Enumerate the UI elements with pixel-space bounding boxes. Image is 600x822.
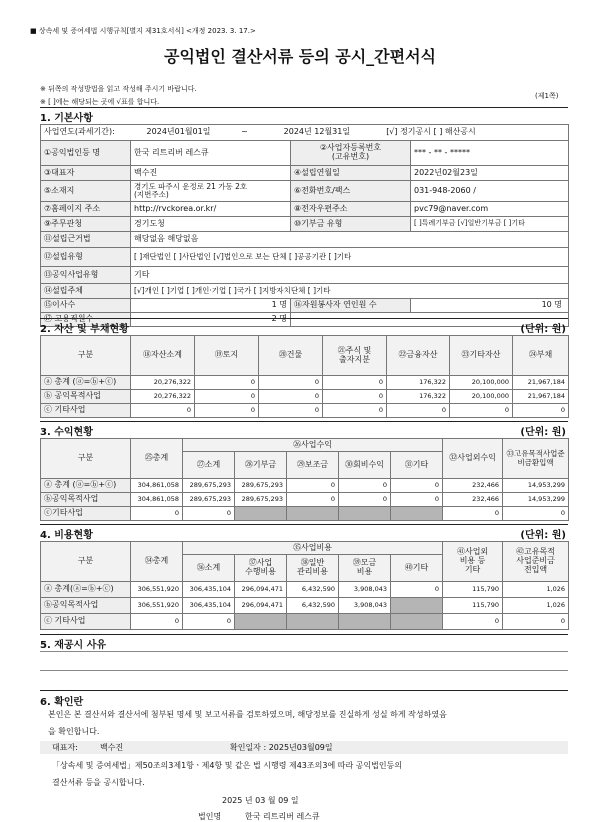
founder-value: [√]개인 [ ]기업 [ ]개인·기업 [ ]국가 [ ]지방자치단체 [ ]기타 bbox=[131, 284, 569, 299]
table-cell: 1,026 bbox=[503, 582, 569, 598]
income-total-header: ㉕총계 bbox=[131, 439, 183, 479]
assets-other-label: ⓒ 기타사업 bbox=[41, 404, 131, 418]
table-cell: 20,276,322 bbox=[131, 390, 195, 404]
table-cell: 0 bbox=[387, 404, 450, 418]
income-donation-header: ㉘기부금 bbox=[235, 452, 287, 479]
section-income-title: 3. 수익현황 bbox=[40, 427, 93, 438]
table-cell: 289,675,293 bbox=[235, 493, 287, 507]
representative-value: 백수진 bbox=[131, 166, 291, 181]
table-cell: 306,435,104 bbox=[183, 582, 235, 598]
table-cell: 0 bbox=[391, 479, 443, 493]
income-category-header: 구분 bbox=[41, 439, 131, 479]
table-cell: 21,967,184 bbox=[513, 376, 569, 390]
assets-stock-header: ㉑주식 및 출자지분 bbox=[323, 336, 387, 376]
table-row bbox=[41, 614, 569, 630]
expense-unit: (단위: 원) bbox=[520, 530, 566, 541]
table-cell: 176,322 bbox=[387, 376, 450, 390]
business-type-label: ⑬공익사업유형 bbox=[41, 267, 131, 284]
section-assets-title: 2. 자산 및 부채현황 bbox=[40, 324, 129, 335]
shaded-cell bbox=[287, 614, 339, 630]
table-row bbox=[41, 493, 569, 507]
table-cell: 0 bbox=[513, 404, 569, 418]
establishment-type-value: [ ]재단법인 [ ]사단법인 [√]법인으로 보는 단체 [ ]공공기관 [ ]기타 bbox=[131, 248, 569, 267]
table-cell: 0 bbox=[195, 390, 259, 404]
employees-label: ⑰ 고용직원수 bbox=[41, 313, 131, 327]
table-row bbox=[41, 507, 569, 521]
business-type-value: 기타 bbox=[131, 267, 569, 284]
table-cell: 0 bbox=[183, 507, 235, 521]
table-cell: 0 bbox=[503, 507, 569, 521]
table-cell: 0 bbox=[323, 404, 387, 418]
business-number-label: ②사업자등록번호 (고유번호) bbox=[291, 141, 411, 166]
table-row bbox=[41, 376, 569, 390]
section-divider bbox=[40, 634, 568, 635]
confirm-statement: 본인은 본 결산서와 결산서에 첨부된 명세 및 보고서류를 검토하였으며, 해당정보를 진실하게 성실 하게 작성하였음 bbox=[48, 710, 447, 719]
table-cell: 0 bbox=[259, 376, 323, 390]
income-nonbusiness-header: ㉜사업외수익 bbox=[443, 439, 503, 479]
expense-other-header: ㊵기타 bbox=[391, 555, 443, 582]
income-unit: (단위: 원) bbox=[520, 427, 566, 438]
table-cell: 0 bbox=[131, 507, 183, 521]
expense-table bbox=[40, 541, 569, 630]
table-row bbox=[41, 404, 569, 418]
table-cell: 0 bbox=[287, 493, 339, 507]
table-cell: 3,908,043 bbox=[339, 582, 391, 598]
table-cell: 6,432,590 bbox=[287, 598, 339, 614]
expense-total-header: ㉞총계 bbox=[131, 542, 183, 582]
table-cell: 289,675,293 bbox=[183, 479, 235, 493]
founder-label: ⑭설립주체 bbox=[41, 284, 131, 299]
table-cell: 0 bbox=[503, 614, 569, 630]
shaded-cell bbox=[235, 507, 287, 521]
org-name-label: ①공익법인등 명 bbox=[41, 141, 131, 166]
table-cell: 232,466 bbox=[443, 479, 503, 493]
donation-type-label: ⑩기부금 유형 bbox=[291, 217, 411, 232]
page-number: (제1쪽) bbox=[535, 92, 559, 100]
shaded-cell bbox=[391, 614, 443, 630]
liabilities-header: ㉔부채 bbox=[513, 336, 569, 376]
income-subtotal-header: ㉗소계 bbox=[183, 452, 235, 479]
table-row bbox=[41, 598, 569, 614]
table-cell: 0 bbox=[443, 507, 503, 521]
table-cell: 0 bbox=[443, 614, 503, 630]
fiscal-year-label: 사업연도(과세기간): bbox=[44, 127, 115, 137]
assets-financial-header: ㉒금융자산 bbox=[387, 336, 450, 376]
table-cell: 0 bbox=[195, 404, 259, 418]
table-cell: 176,322 bbox=[387, 390, 450, 404]
table-cell: 20,100,000 bbox=[450, 390, 513, 404]
founded-value: 2022년02월23일 bbox=[411, 166, 569, 181]
corp-name-label: 법인명 bbox=[198, 812, 222, 821]
confirm-date-label: 확인일자 : 2025년03월09일 bbox=[230, 743, 333, 752]
table-cell: 0 bbox=[259, 390, 323, 404]
authority-value: 경기도청 bbox=[131, 217, 291, 232]
section-reannounce-title: 5. 재공시 사유 bbox=[40, 640, 107, 651]
table-cell: 304,861,058 bbox=[131, 479, 183, 493]
confirm-signer-row bbox=[40, 741, 568, 754]
table-cell: 0 bbox=[259, 404, 323, 418]
law-statement: 「상속세 및 증여세법」제50조의3제1항ㆍ제4항 및 같은 법 시행령 제43조의3에 따라 공익법인등의 bbox=[52, 761, 403, 770]
table-cell: 289,675,293 bbox=[183, 493, 235, 507]
table-cell: 1,026 bbox=[503, 598, 569, 614]
expense-operation-header: ㊲사업 수행비용 bbox=[235, 555, 287, 582]
law-statement-cont: 결산서류 등을 공시합니다. bbox=[52, 778, 145, 787]
section-confirm-title: 6. 확인란 bbox=[40, 697, 84, 708]
table-cell: 14,953,299 bbox=[503, 479, 569, 493]
table-cell: 0 bbox=[323, 376, 387, 390]
table-cell: 3,908,043 bbox=[339, 598, 391, 614]
table-cell: 306,551,920 bbox=[131, 582, 183, 598]
table-cell: 0 bbox=[195, 376, 259, 390]
income-reserve-header: ㉝고유목적사업준비금환입액 bbox=[503, 439, 569, 479]
assets-table bbox=[40, 335, 569, 418]
table-cell: 0 bbox=[450, 404, 513, 418]
section-expense-title: 4. 비용현황 bbox=[40, 530, 93, 541]
assets-category-header: 구분 bbox=[41, 336, 131, 376]
announce-date: 2025 년 03 월 09 일 bbox=[222, 796, 299, 805]
expense-fundraising-header: ㊴모금 비용 bbox=[339, 555, 391, 582]
shaded-cell bbox=[391, 598, 443, 614]
table-cell: 306,551,920 bbox=[131, 598, 183, 614]
expense-other-label: ⓒ 기타사업 bbox=[41, 614, 131, 630]
confirm-rep-label: 대표자: bbox=[52, 743, 78, 752]
shaded-cell bbox=[235, 614, 287, 630]
table-row bbox=[41, 582, 569, 598]
email-label: ⑧전자우편주소 bbox=[291, 202, 411, 217]
section-divider bbox=[40, 421, 568, 422]
expense-public-label: ⓑ공익목적사업 bbox=[41, 598, 131, 614]
table-cell: 115,790 bbox=[443, 582, 503, 598]
fiscal-year-tilde: ~ bbox=[241, 127, 248, 137]
volunteers-label: ⑯자원봉사자 연인원 수 bbox=[291, 299, 411, 313]
table-row bbox=[41, 479, 569, 493]
income-total-label: ⓐ 총계 (ⓐ=ⓑ+ⓒ) bbox=[41, 479, 131, 493]
regulation-note: ■ 상속세 및 증여세법 시행규칙[별지 제31호서식] <개정 2023. 3. 17.> bbox=[30, 27, 256, 35]
income-membership-header: ㉚회비수익 bbox=[339, 452, 391, 479]
phone-fax-label: ⑥전화번호/팩스 bbox=[291, 181, 411, 202]
table-row bbox=[41, 390, 569, 404]
expense-subtotal-header: ㊱소계 bbox=[183, 555, 235, 582]
volunteers-value: 10 명 bbox=[411, 299, 569, 313]
section-divider bbox=[40, 318, 568, 319]
expense-nonbusiness-header: ㊶사업외 비용 등 기타 bbox=[443, 542, 503, 582]
income-table bbox=[40, 438, 569, 521]
shaded-cell bbox=[339, 507, 391, 521]
table-cell: 0 bbox=[391, 493, 443, 507]
assets-public-label: ⓑ 공익목적사업 bbox=[41, 390, 131, 404]
employees-value: 2 명 bbox=[131, 313, 291, 327]
table-cell: 232,466 bbox=[443, 493, 503, 507]
table-cell: 0 bbox=[391, 582, 443, 598]
table-cell: 115,790 bbox=[443, 598, 503, 614]
income-public-label: ⓑ공익목적사업 bbox=[41, 493, 131, 507]
disclosure-type: [√] 정기공시 [ ] 해산공시 bbox=[386, 127, 476, 137]
address-lot-label: (지번주소) bbox=[134, 190, 169, 199]
corp-name-value: 한국 리트리버 레스큐 bbox=[245, 812, 320, 821]
legal-basis-label: ⑪설립근거법 bbox=[41, 232, 131, 248]
fiscal-year-to: 2024년 12월31일 bbox=[283, 127, 351, 137]
reannounce-reason-box bbox=[40, 651, 568, 671]
donation-type-value: [ ]특례기부금 [√]일반기부금 [ ]기타 bbox=[411, 217, 569, 232]
table-cell: 0 bbox=[323, 390, 387, 404]
table-cell: 0 bbox=[339, 493, 391, 507]
income-subsidy-header: ㉙보조금 bbox=[287, 452, 339, 479]
business-number-value: *** - ** - ***** bbox=[411, 141, 569, 166]
shaded-cell bbox=[391, 507, 443, 521]
phone-fax-value: 031-948-2060 / bbox=[411, 181, 569, 202]
address-value: 경기도 파주시 운정로 21 가동 2호 bbox=[134, 182, 248, 192]
legal-basis-value: 해당없음 해당없음 bbox=[131, 232, 569, 248]
income-other-label: ⓒ기타사업 bbox=[41, 507, 131, 521]
table-cell: 20,276,322 bbox=[131, 376, 195, 390]
page-title: 공익법인 결산서류 등의 공시_간편서식 bbox=[163, 47, 436, 66]
checkbox-note: ※ [ ]에는 해당되는 곳에 √표를 합니다. bbox=[40, 98, 160, 106]
assets-other-header: ㉓기타자산 bbox=[450, 336, 513, 376]
confirm-statement-cont: 을 확인합니다. bbox=[48, 727, 100, 736]
table-cell: 14,953,299 bbox=[503, 493, 569, 507]
table-cell: 289,675,293 bbox=[235, 479, 287, 493]
table-cell: 296,094,471 bbox=[235, 582, 287, 598]
table-cell: 296,094,471 bbox=[235, 598, 287, 614]
expense-category-header: 구분 bbox=[41, 542, 131, 582]
expense-business-group-header: ㉟사업비용 bbox=[183, 542, 443, 555]
basic-info-table bbox=[40, 124, 569, 327]
table-cell: 0 bbox=[287, 479, 339, 493]
assets-unit: (단위: 원) bbox=[520, 324, 566, 335]
table-cell: 0 bbox=[183, 614, 235, 630]
fiscal-year-from: 2024년01월01일 bbox=[146, 127, 211, 137]
table-cell: 0 bbox=[131, 614, 183, 630]
founded-label: ④설립연월일 bbox=[291, 166, 411, 181]
homepage-value: http://rvckorea.or.kr/ bbox=[131, 202, 291, 217]
authority-label: ⑨주무관청 bbox=[41, 217, 131, 232]
shaded-cell bbox=[339, 614, 391, 630]
table-cell: 0 bbox=[131, 404, 195, 418]
assets-building-header: ⑳건물 bbox=[259, 336, 323, 376]
table-cell: 306,435,104 bbox=[183, 598, 235, 614]
directors-value: 1 명 bbox=[131, 299, 291, 313]
assets-total-label: ⓐ 총계 (ⓐ=ⓑ+ⓒ) bbox=[41, 376, 131, 390]
expense-total-label: ⓐ 총계(ⓐ=ⓑ+ⓒ) bbox=[41, 582, 131, 598]
directors-label: ⑮이사수 bbox=[41, 299, 131, 313]
address-cell bbox=[131, 181, 291, 202]
income-business-group-header: ㉖사업수익 bbox=[183, 439, 443, 452]
homepage-label: ⑦홈페이지 주소 bbox=[41, 202, 131, 217]
representative-label: ③대표자 bbox=[41, 166, 131, 181]
confirm-rep-value: 백수진 bbox=[100, 743, 124, 752]
table-cell: 21,967,184 bbox=[513, 390, 569, 404]
income-other-header: ㉛기타 bbox=[391, 452, 443, 479]
table-cell: 0 bbox=[339, 479, 391, 493]
expense-reserve-header: ㊷고유목적 사업준비금 전입액 bbox=[503, 542, 569, 582]
table-cell: 6,432,590 bbox=[287, 582, 339, 598]
section-divider bbox=[40, 690, 568, 691]
section-divider bbox=[40, 107, 568, 108]
email-value: pvc79@naver.com bbox=[411, 202, 569, 217]
shaded-cell bbox=[287, 507, 339, 521]
section-divider bbox=[40, 524, 568, 525]
org-name-value: 한국 리트리버 레스큐 bbox=[131, 141, 291, 166]
expense-admin-header: ㊳일반 관리비용 bbox=[287, 555, 339, 582]
fiscal-year-row bbox=[41, 125, 569, 141]
section-basic-title: 1. 기본사항 bbox=[40, 113, 93, 124]
table-cell: 20,100,000 bbox=[450, 376, 513, 390]
address-label: ⑤소재지 bbox=[41, 181, 131, 202]
table-cell: 304,861,058 bbox=[131, 493, 183, 507]
assets-land-header: ⑲토지 bbox=[195, 336, 259, 376]
establishment-type-label: ⑫설립유형 bbox=[41, 248, 131, 267]
instruction-note: ※ 뒤쪽의 작성방법을 읽고 작성해 주시기 바랍니다. bbox=[40, 85, 197, 93]
assets-subtotal-header: ⑱자산소계 bbox=[131, 336, 195, 376]
